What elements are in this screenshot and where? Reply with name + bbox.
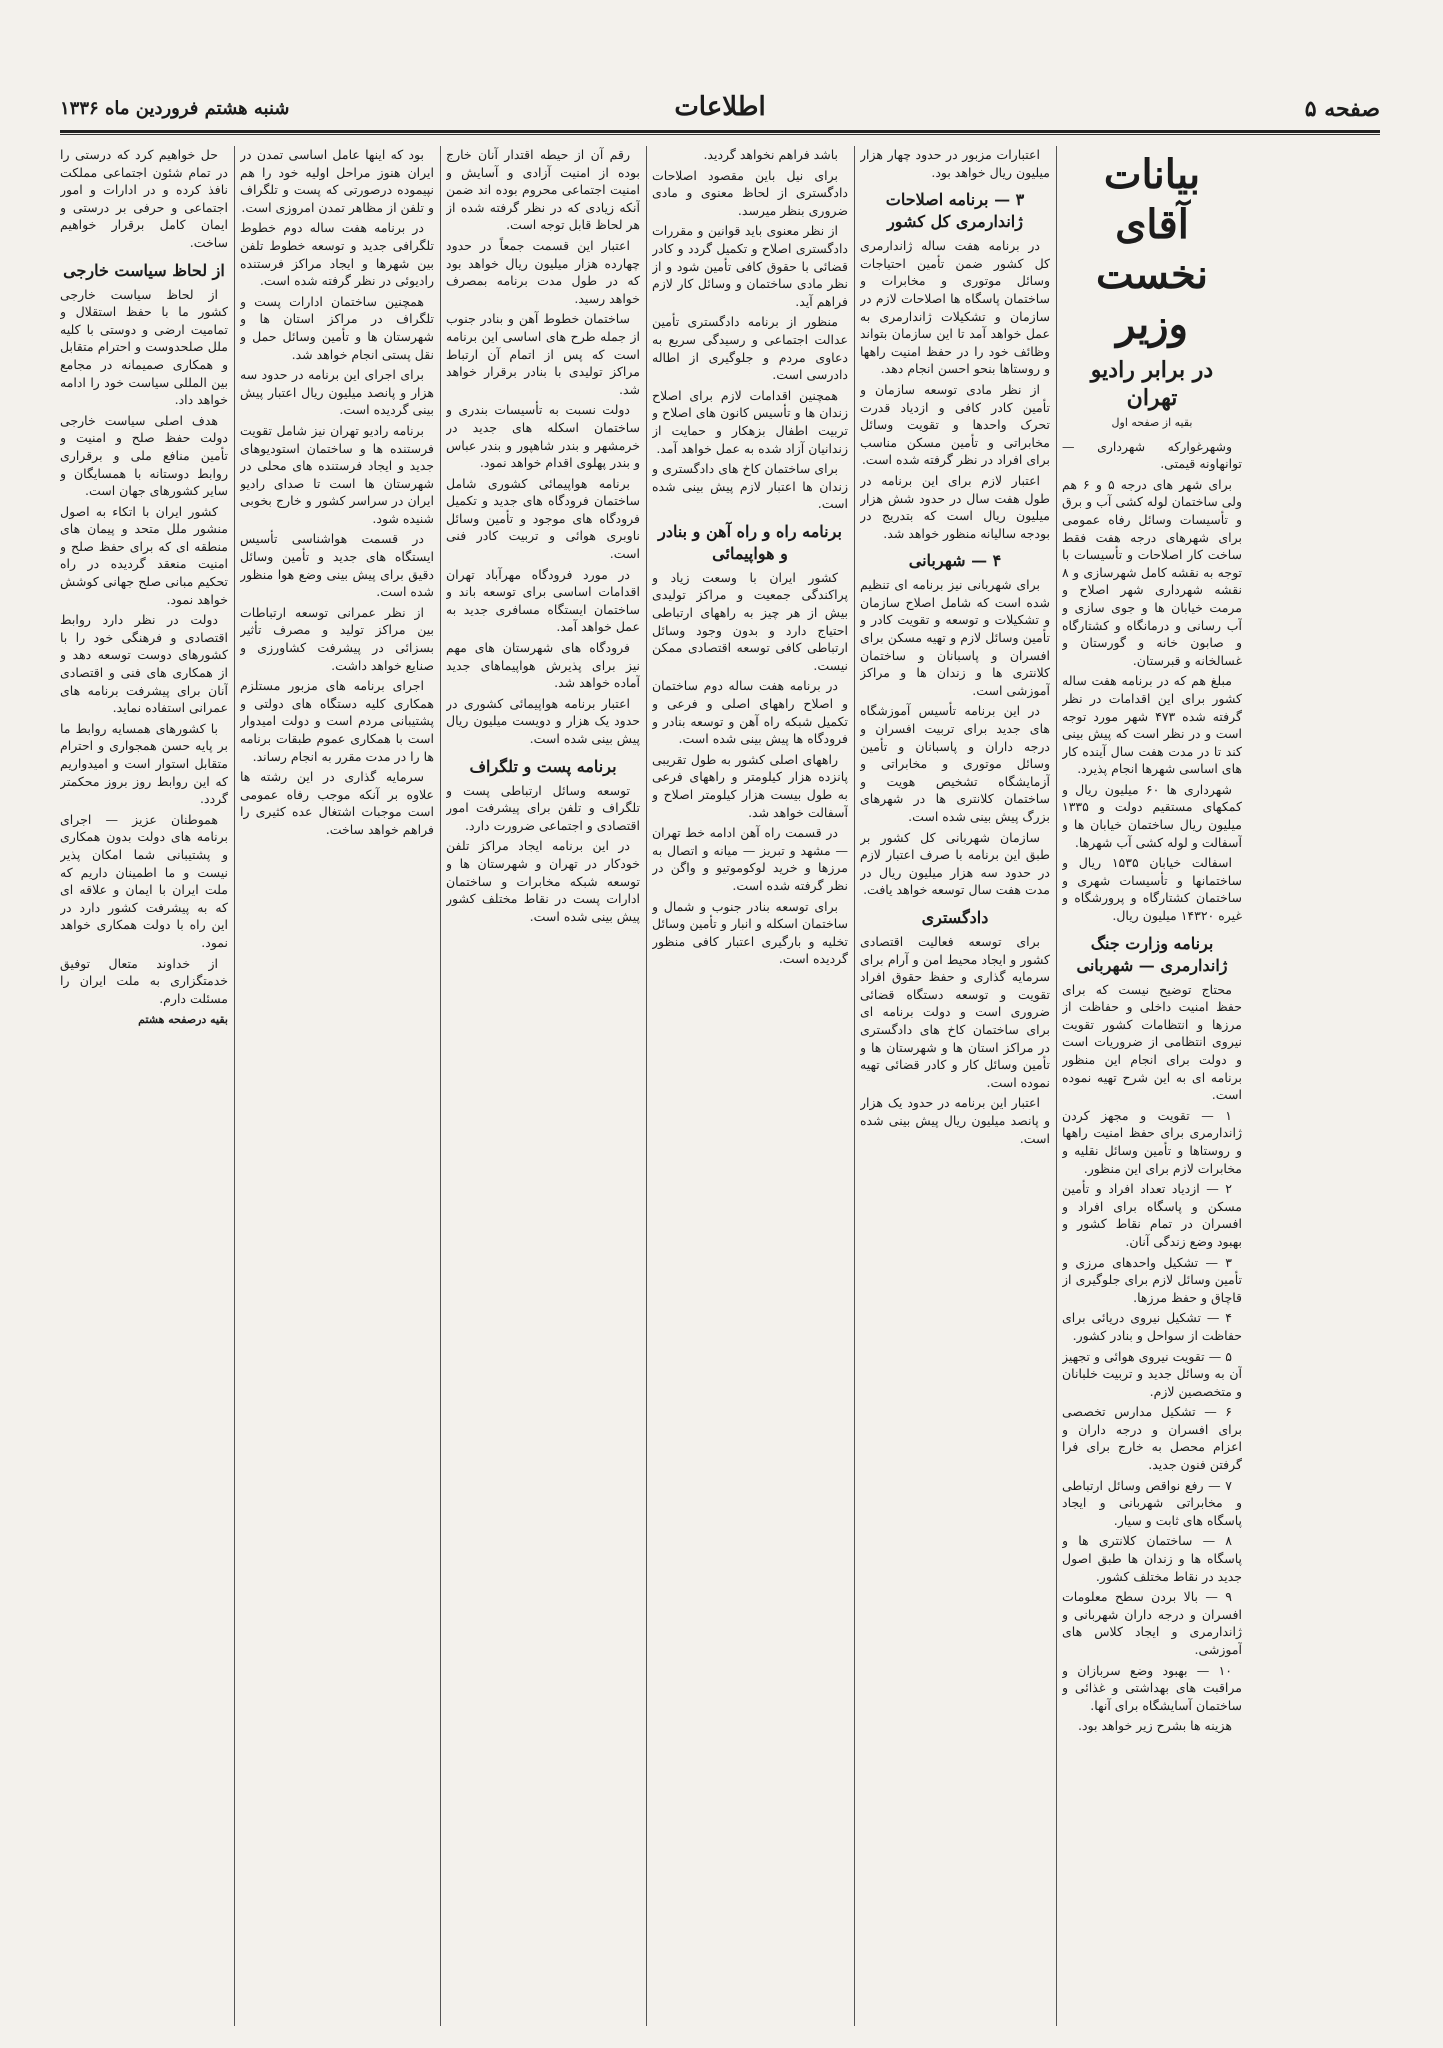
column-divider — [234, 146, 235, 2026]
paragraph: در این برنامه تأسیس آموزشگاه های جدید برای تربیت افسران و درجه داران و پاسبانان و تأمین وسائل موتوری و مخابراتی و آزمایشگاه تشخیص هویت و ساختمان کلانتری ها در شهرهای بزرگ پیش بینی شده است. — [860, 703, 1050, 824]
paragraph: اعتبار برنامه هواپیمائی کشوری در حدود یک هزار و دویست میلیون ریال پیش بینی شده است. — [446, 695, 640, 746]
paragraph: هزینه ها بشرح زیر خواهد بود. — [1077, 1718, 1232, 1734]
paragraph: از خداوند متعال توفیق خدمتگزاری به ملت ایران را مسئلت دارم. — [60, 955, 228, 1006]
paragraph: دولت نسبت به تأسیسات بندری و ساختمان اسکله های جدید در خرمشهر و بندر شاهپور و بندر عباس و بندر پهلوی اقدام خواهد نمود. — [446, 402, 640, 471]
paragraph: اعتبار لازم برای این برنامه در طول هفت سال در حدود شش هزار میلیون ریال است که بتدریج در بودجه سالیانه منظور خواهد شد. — [860, 472, 1050, 541]
column-body — [240, 146, 434, 839]
paragraph: هموطنان عزیز — اجرای برنامه های دولت بدون همکاری و پشتیبانی شما امکان پذیر نیست و ما اطمینان داریم که ملت ایران با ایمان و علاقه ای که به پیشرفت کشور دارد در این راه با دولت همکاری خواهد نمود. — [60, 811, 228, 950]
paragraph: برای توسعه بنادر جنوب و شمال و ساختمان اسکله و انبار و تأمین وسائل تخلیه و بارگیری اعتبار کافی منظور گردیده است. — [652, 898, 848, 967]
paragraph: باشد فراهم نخواهد گردید. — [703, 147, 838, 162]
paragraph: بود که اینها عامل اساسی تمدن در ایران هنوز مراحل اولیه خود را هم نپیموده درصورتی که پست و تلگراف و تلفن از مظاهر تمدن امروزی است. — [240, 147, 434, 215]
column-body — [60, 146, 228, 1007]
column-divider — [440, 146, 441, 2026]
paragraph: ۵ — تقویت نیروی هوائی و تجهیز آن به وسائل جدید و تربیت خلبانان و متخصصین لازم. — [1062, 1348, 1242, 1399]
section-heading: ۴ — شهربانی — [908, 551, 1002, 571]
section-heading: دادگستری — [921, 907, 989, 927]
continuation-note: بقیه از صفحه اول — [1111, 416, 1193, 429]
paragraph: هدف اصلی سیاست خارجی دولت حفظ صلح و امنیت و تأمین منافع ملی و برقراری روابط دوستانه با همسایگان و سایر کشورهای جهان است. — [60, 412, 228, 499]
paragraph: برای نیل باین مقصود اصلاحات دادگستری از لحاظ معنوی و مادی ضروری بنظر میرسد. — [652, 167, 848, 218]
column-body — [860, 146, 1050, 1147]
paragraph: برای توسعه فعالیت اقتصادی کشور و ایجاد محیط امن و آرام برای سرمایه گذاری و حفظ حقوق افراد تقویت و توسعه دستگاه قضائی ضروری است و دولت برنامه ای برای ساختمان کاخ های دادگستری در مراکز استان ها و شهرستان ها و تأمین وسائل کار و کادر قضائی تهیه نموده است. — [860, 933, 1050, 1090]
paragraph: در برنامه هفت ساله دوم خطوط تلگرافی جدید و توسعه خطوط تلفن بین شهرها و ایجاد مراکز فرستنده رادیوئی در نظر گرفته شده است. — [240, 220, 434, 289]
section-heading: برنامه پست و تلگراف — [469, 756, 617, 776]
paragraph: در برنامه هفت ساله دوم ساختمان و اصلاح راههای اصلی و فرعی و تکمیل شبکه راه آهن و توسعه بنادر و فرودگاه ها پیش بینی شده است. — [652, 678, 848, 747]
paragraph: برای شهربانی نیز برنامه ای تنظیم شده است که شامل اصلاح سازمان و تشکیلات و توسعه و تقویت کادر و تأمین وسائل لازم و تهیه مسکن برای افسران و پاسبانان و ساختمان کلانتری ها و زندان ها و مراکز آموزشی است. — [860, 577, 1050, 698]
article-subtitle: در برابر رادیو تهران — [1090, 357, 1214, 411]
paragraph: در قسمت راه آهن ادامه خط تهران — مشهد و تبریز — میانه و اتصال به مرزها و خرید لوکوموتیو و واگن در نظر گرفته شده است. — [652, 825, 848, 893]
issue-date: شنبه هشتم فروردین ماه ۱۳۳۶ — [60, 98, 290, 119]
header-rule — [60, 134, 1380, 135]
paragraph: در برنامه هفت ساله ژاندارمری کل کشور ضمن تأمین احتیاجات وسائل موتوری و مخابرات و ساختمان پاسگاه ها اصلاحات لازم در سازمان و تشکیلات ژاندارمری به عمل خواهد آمد تا این سازمان بتواند وظائف خود را در حفظ امنیت راهها و روستاها بنحو احسن انجام دهد. — [860, 238, 1050, 377]
paragraph: اعتبار این برنامه در حدود یک هزار و پانصد میلیون ریال پیش بینی شده است. — [860, 1095, 1050, 1146]
paragraph: برنامه هواپیمائی کشوری شامل ساختمان فرودگاه های جدید و تکمیل فرودگاه های موجود و تأمین وسائل ناوبری هوائی و تربیت کادر فنی است. — [446, 475, 640, 562]
paragraph: همچنین اقدامات لازم برای اصلاح زندان ها و تأسیس کانون های اصلاح و تربیت اطفال بزهکار و حمایت از زندانیان آزاد شده به عمل خواهد آمد. — [652, 387, 848, 456]
continued-note: بقیه درصفحه هشتم — [138, 1013, 228, 1027]
column-2 — [860, 146, 1050, 2030]
paragraph: محتاج توضیح نیست که برای حفظ امنیت داخلی و حفاظت از مرزها و انتظامات کشور تقویت نیروی انتظامی از ضروریات است و دولت برای انجام این منظور برنامه ای به این شرح تهیه نموده است. — [1062, 981, 1242, 1103]
paragraph: شهرداری ها ۶۰ میلیون ریال و کمکهای مستقیم دولت و ۱۳۳۵ میلیون ریال ساختمان خیابان ها و آسفالت و لوله کشی آب شهرها. — [1062, 781, 1242, 850]
paragraph: وشهرغوارکه شهرداری — توانهاونه قیمتی. — [1062, 438, 1242, 472]
paragraph: سازمان شهربانی کل کشور بر طبق این برنامه با صرف اعتبار لازم در حدود سه هزار میلیون ریال در مدت هفت سال توسعه خواهد یافت. — [860, 829, 1050, 898]
column-4 — [446, 146, 640, 2030]
newspaper-name: اطلاعات — [674, 92, 766, 122]
paragraph: راههای اصلی کشور به طول تقریبی پانزده هزار کیلومتر و راههای فرعی به طول بیست هزار کیلومتر اصلاح و آسفالت خواهد شد. — [652, 751, 848, 820]
column-divider — [1056, 146, 1057, 2026]
paragraph: از نظر معنوی باید قوانین و مقررات دادگستری اصلاح و تکمیل گردد و کادر قضائی با حقوق کافی تأمین شود و از نظر مادی ساختمان و وسائل کار لازم فراهم آید. — [652, 223, 848, 309]
paragraph: ساختمان خطوط آهن و بنادر جنوب از جمله طرح های اساسی این برنامه است که پس از اتمام آن ارتباط مراکز تولیدی با بنادر برقرار خواهد شد. — [446, 311, 640, 397]
paragraph: برای اجرای این برنامه در حدود سه هزار و پانصد میلیون ریال اعتبار پیش بینی گردیده است. — [240, 367, 434, 418]
paragraph: مبلغ هم که در برنامه هفت ساله کشور برای این اقدامات در نظر گرفته شده ۴۷۳ شهر مورد توجه است و در نظر است که پیش بینی کند تا در مدت هفت سال آینده کار های اساسی شهرها انجام پذیرد. — [1062, 673, 1242, 777]
section-heading: برنامه راه و راه آهن و بنادر و هواپیمائی — [658, 521, 842, 563]
paragraph: اسفالت خیابان ۱۵۳۵ ریال و ساختمانها و تأسیسات شهری و ساختمان کشتارگاه و پرورشگاه و غیره ۱۴۳۲۰ میلیون ریال. — [1062, 855, 1242, 924]
paragraph: ۳ — تشکیل واحدهای مرزی و تأمین وسائل لازم برای جلوگیری از قاچاق و حفظ مرزها. — [1062, 1254, 1242, 1305]
paragraph: ۲ — ازدیاد تعداد افراد و تأمین مسکن و پاسگاه برای افراد و افسران در تمام نقاط کشور و بهبود وضع زندگی آنان. — [1062, 1181, 1242, 1249]
column-divider — [854, 146, 855, 2026]
paragraph: از لحاظ سیاست خارجی کشور ما با حفظ استقلال و تمامیت ارضی و دوستی با کلیه ملل صلحدوست و احترام متقابل و همکاری صمیمانه در مجامع بین المللی سیاست خود را ادامه خواهد داد. — [60, 286, 228, 408]
paragraph: در مورد فرودگاه مهرآباد تهران اقدامات اساسی برای توسعه باند و ساختمان ایستگاه مسافری جدید به عمل خواهد آمد. — [446, 566, 640, 635]
paragraph: در این برنامه ایجاد مراکز تلفن خودکار در تهران و شهرستان ها و توسعه شبکه مخابرات و ساختمان ادارات پست در نقاط مختلف کشور پیش بینی شده است. — [446, 838, 640, 924]
column-body — [1062, 438, 1242, 1735]
paragraph: ۹ — بالا بردن سطح معلومات افسران و درجه داران شهربانی و ژاندارمری و ایجاد کلاس های آموزشی. — [1062, 1589, 1242, 1657]
paragraph: برنامه رادیو تهران نیز شامل تقویت فرستنده ها و ساختمان استودیوهای جدید و ایجاد فرستنده های محلی در شهرستان ها است تا صدای رادیو ایران در سراسر کشور و خارج بخوبی شنیده شود. — [240, 422, 434, 526]
paragraph: حل خواهیم کرد که درستی را در تمام شئون اجتماعی مملکت نافذ کرده و در ادارات و امور اجتماعی و حرفی بر درستی و ایمان کامل برقرار خواهیم ساخت. — [60, 147, 228, 250]
column-divider — [646, 146, 647, 2026]
column-1 — [1062, 146, 1242, 2030]
paragraph: رقم آن از حیطه اقتدار آنان خارج بوده از امنیت آزادی و آسایش و امنیت اجتماعی محروم بوده اند ضمن آنکه زیادی که در نظر گرفته شده از هر لحاظ قابل توجه است. — [446, 147, 640, 233]
paragraph: ۴ — تشکیل نیروی دریائی برای حفاظت از سواحل و بنادر کشور. — [1062, 1310, 1242, 1343]
column-3 — [652, 146, 848, 2030]
paragraph: با کشورهای همسایه روابط ما بر پایه حسن همجواری و احترام متقابل استوار است و امیدواریم که این روابط روز بروز محکمتر گردد. — [60, 720, 228, 807]
page-header — [60, 92, 1380, 133]
paragraph: اعتبارات مزبور در حدود چهار هزار میلیون ریال خواهد بود. — [860, 147, 1050, 180]
paragraph: ۱ — تقویت و مجهز کردن ژاندارمری برای حفظ امنیت راهها و روستاها و تأمین وسائل نقلیه و مخابرات لازم برای این منظور. — [1062, 1107, 1242, 1176]
section-heading: ۳ — برنامه اصلاحات ژاندارمری کل کشور — [885, 190, 1025, 232]
paragraph: اعتبار این قسمت جمعاً در حدود چهارده هزار میلیون ریال خواهد بود که در طول مدت برنامه بمصرف خواهد رسید. — [446, 237, 640, 306]
paragraph: از نظر عمرانی توسعه ارتباطات بین مراکز تولید و مصرف تأثیر بسزائی در پیشرفت کشاورزی و صنایع خواهد داشت. — [240, 604, 434, 673]
paragraph: دولت در نظر دارد روابط اقتصادی و فرهنگی خود را با کشورهای دوست توسعه دهد و از همکاری های فنی و اقتصادی آنان برای پیشرفت برنامه های عمرانی استفاده نماید. — [60, 612, 228, 716]
section-heading: از لحاظ سیاست خارجی — [63, 260, 225, 280]
paragraph: توسعه وسائل ارتباطی پست و تلگراف و تلفن برای پیشرفت امور اقتصادی و اجتماعی ضرورت دارد. — [446, 782, 640, 833]
paragraph: کشور ایران با اتکاء به اصول منشور ملل متحد و پیمان های منطقه ای که برای حفظ صلح و امنیت منعقد گردیده در راه تحکیم مبانی صلح جهانی کوشش خواهد نمود. — [60, 503, 228, 607]
section-heading: برنامه وزارت جنگ ژاندارمری — شهربانی — [1076, 933, 1228, 975]
page-number: صفحه ۵ — [1304, 96, 1380, 122]
paragraph: برای شهر های درجه ۵ و ۶ هم ولی ساختمان لوله کشی آب و برق و تأسیسات وسائل رفاه عمومی برای شهرهای درجه هفت فقط ساخت کار اصلاحات و تأسیسات با توجه به نقشه کامل شهرسازی و ۸ نقشه شهرداری شهر اصلاح و مرمت خیابان ها و جوی سازی و آب رسانی و درمانگاه و کشتارگاه و صابون خانه و گورستان و غسالخانه و قبرستان. — [1062, 476, 1242, 668]
paragraph: منظور از برنامه دادگستری تأمین عدالت اجتماعی و رسیدگی سریع به دعاوی مردم و جلوگیری از اطاله دادرسی است. — [652, 314, 848, 383]
article-title: بیانات آقای نخست وزیر — [1096, 151, 1208, 348]
paragraph: همچنین ساختمان ادارات پست و تلگراف در مراکز استان ها و شهرستان ها و تأمین وسائل حمل و نقل پستی انجام خواهد شد. — [240, 293, 434, 362]
paragraph: سرمایه گذاری در این رشته ها علاوه بر آنکه موجب رفاه عمومی است موجبات اشتغال عده کثیری را فراهم خواهد ساخت. — [240, 769, 434, 837]
column-5 — [240, 146, 434, 2030]
paragraph: از نظر مادی توسعه سازمان و تأمین کادر کافی و ازدیاد قدرت تحرک واحدها و تقویت وسائل مخابراتی و تأمین مسکن مناسب برای افراد در نظر گرفته شده است. — [860, 381, 1050, 468]
paragraph: در قسمت هواشناسی تأسیس ایستگاه های جدید و تأمین وسائل دقیق برای پیش بینی وضع هوا منظور شده است. — [240, 531, 434, 600]
column-6 — [60, 146, 228, 2030]
column-body — [652, 146, 848, 968]
paragraph: کشور ایران با وسعت زیاد و پراکندگی جمعیت و مراکز تولیدی بیش از هر چیز به راههای ارتباطی احتیاج دارد و بدون وجود وسائل ارتباطی کافی توسعه اقتصادی ممکن نیست. — [652, 569, 848, 673]
column-body — [446, 146, 640, 925]
paragraph: ۸ — ساختمان کلانتری ها و پاسگاه ها و زندان ها طبق اصول جدید در نقاط مختلف کشور. — [1062, 1533, 1242, 1584]
paragraph: ۷ — رفع نواقص وسائل ارتباطی و مخابراتی شهربانی و ایجاد پاسگاه های ثابت و سیار. — [1062, 1477, 1242, 1528]
paragraph: برای ساختمان کاخ های دادگستری و زندان ها اعتبار لازم پیش بینی شده است. — [652, 461, 848, 512]
paragraph: فرودگاه های شهرستان های مهم نیز برای پذیرش هواپیماهای جدید آماده خواهد شد. — [446, 640, 640, 691]
paragraph: ۶ — تشکیل مدارس تخصصی برای افسران و درجه داران و اعزام محصل به خارج برای فرا گرفتن فنون جدید. — [1062, 1404, 1242, 1473]
paragraph: اجرای برنامه های مزبور مستلزم همکاری کلیه دستگاه های دولتی و پشتیبانی مردم است و دولت امیدوار است با همکاری عموم طبقات برنامه ها را در مدت مقرر به انجام رساند. — [240, 678, 434, 764]
paragraph: ۱۰ — بهبود وضع سربازان و مراقبت های بهداشتی و غذائی و ساختمان آسایشگاه برای آنها. — [1062, 1662, 1242, 1713]
